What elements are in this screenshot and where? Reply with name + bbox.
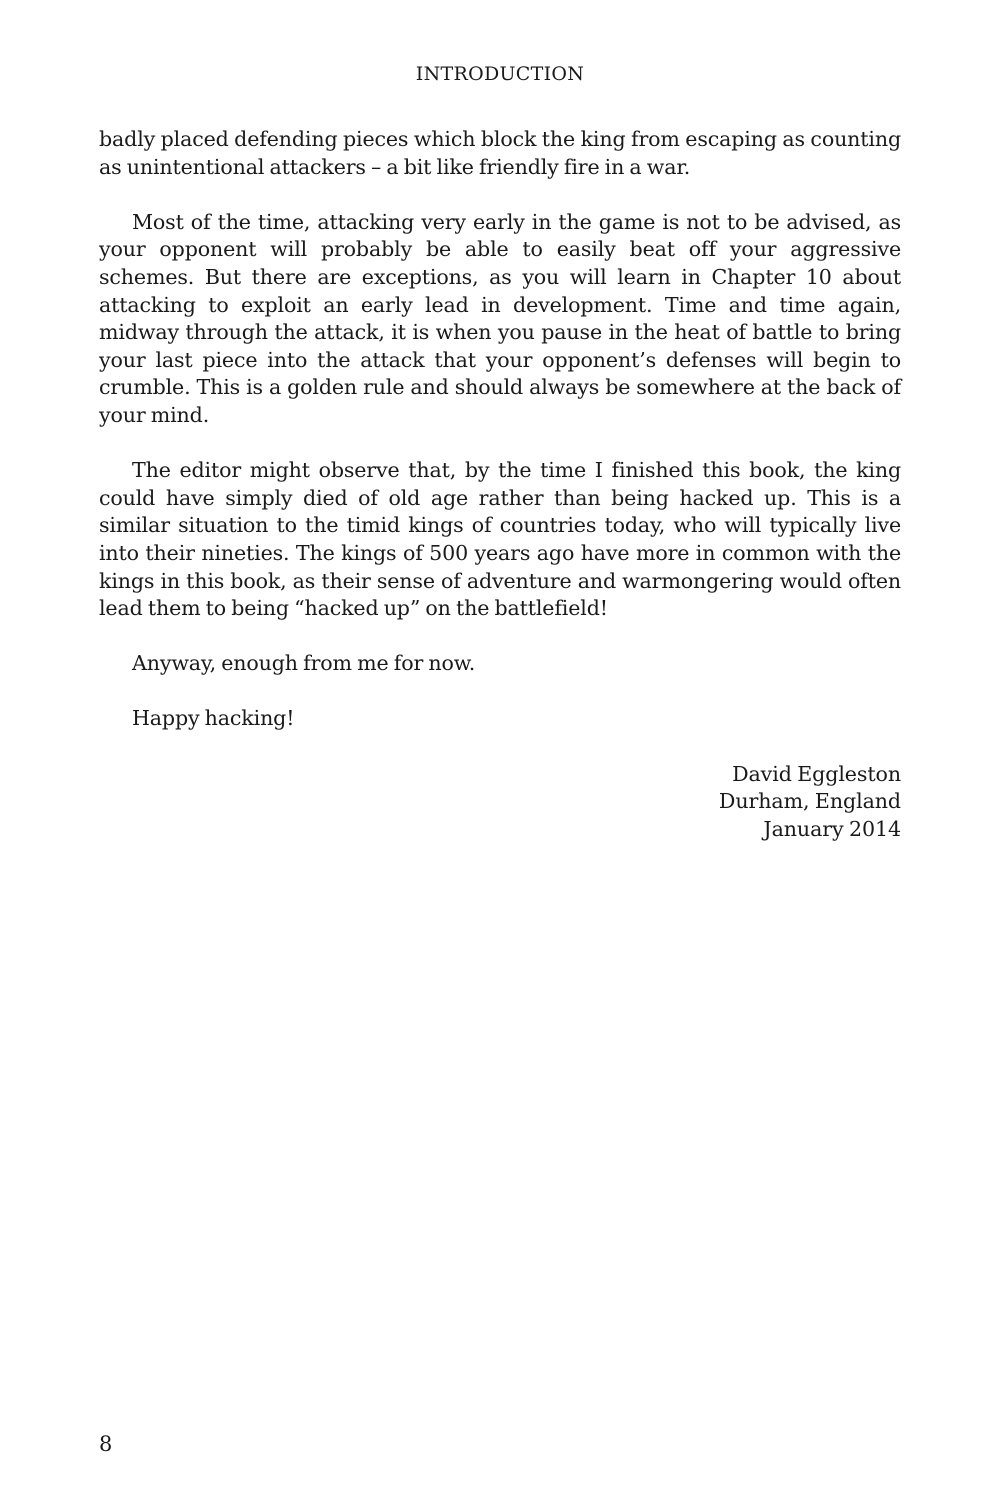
paragraph-early-attack: Most of the time, attacking very early in the game is not to be advised, as your opponent will probably be able to easily beat off your aggressive schemes. But there are exceptions, as you will learn in Chapter 10 about attacking to exploit an early lead in development. Time and time again, midway through the attack, it is when you pause in the heat of battle to bring your last piece into the attack that your opponent’s defenses will begin to crumble. This is a golden rule and should always be somewhere at the back of your mind. xyxy=(99,209,901,427)
paragraph-sign-off: Happy hacking! xyxy=(132,706,295,731)
paragraph-editor-note: The editor might observe that, by the time I finished this book, the king could have simply died of old age rather than being hacked up. This is a similar situation to the timid kings of countries today, who will typically live into their nineties. The kings of 500 years ago have more in common with the kings in this book, as their sense of adventure and warmongering would often lead them to being “hacked up” on the battlefield! xyxy=(99,458,901,621)
body-text xyxy=(99,126,901,843)
author-name: David Eggleston xyxy=(732,761,901,786)
running-head: INTRODUCTION xyxy=(415,63,585,85)
paragraph-closing: Anyway, enough from me for now. xyxy=(132,651,476,676)
author-date: January 2014 xyxy=(763,816,901,841)
author-place: Durham, England xyxy=(718,789,901,814)
page-number: 8 xyxy=(99,1432,113,1456)
signature-block xyxy=(99,761,901,844)
paragraph-continuation: badly placed defending pieces which block the king from escaping as counting as unintentional attackers – a bit like friendly fire in a war. xyxy=(99,127,901,179)
